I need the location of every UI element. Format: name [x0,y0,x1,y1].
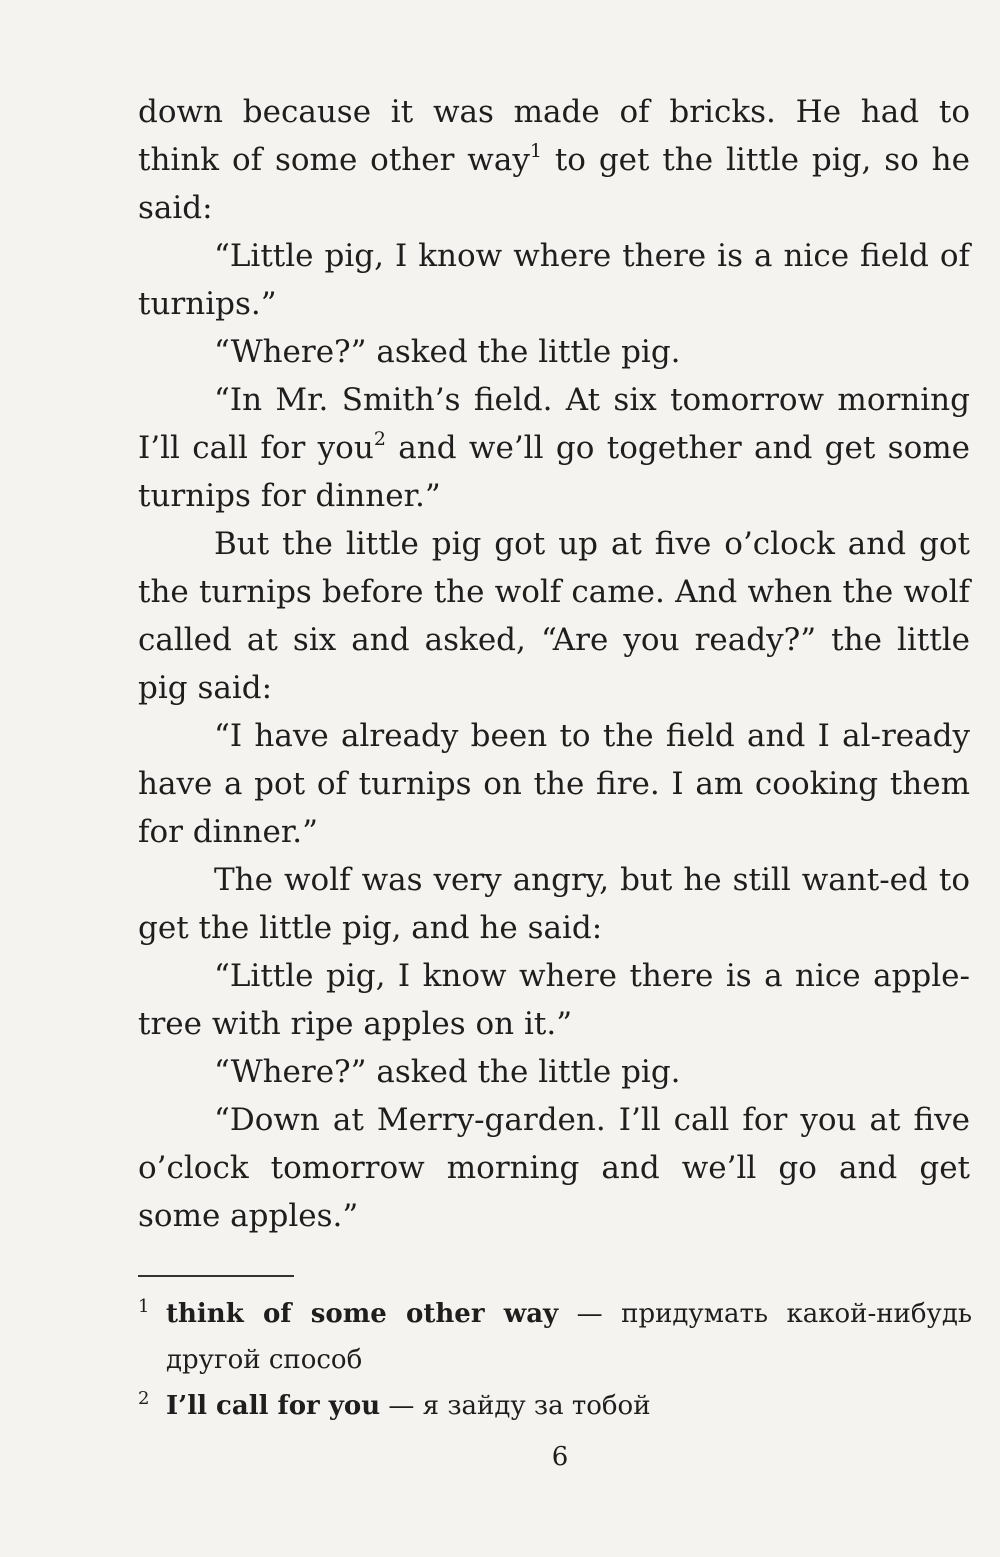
paragraph-text: “Where?” asked the little pig. [214,1054,681,1090]
footnote-divider [138,1275,294,1277]
footnotes [138,1275,972,1429]
paragraph [138,1048,970,1096]
footnote-dash: — [558,1299,622,1329]
footnote-dash: — [380,1391,423,1421]
paragraph [138,232,970,328]
body-text [138,88,970,1240]
page-number: 6 [551,1442,569,1472]
paragraph-text: “Down at Merry-garden. I’ll call for you at five o’clock tomorrow morning and we’ll go and get some apples.” [138,1102,970,1234]
footnote-term: I’ll call for you [166,1391,381,1421]
paragraph-text: The wolf was very angry, but he still want-ed to get the little pig, and he said: [138,862,970,946]
paragraph [138,712,970,856]
paragraph [138,856,970,952]
paragraph [138,88,970,232]
footnote-list [138,1291,972,1429]
paragraph-text: But the little pig got up at five o’clock and got the turnips before the wolf came. And when the wolf called at six and asked, “Are you ready?” the little pig said: [138,526,970,706]
footnote-translation: придумать какой-нибудь другой способ [166,1299,972,1375]
footnote-term: think of some other way [166,1299,559,1329]
footnote-ref: 2 [373,428,386,450]
paragraph-text: “I have already been to the field and I al-ready have a pot of turnips on the fire. I am cooking them for dinner.” [138,718,970,850]
footnote: $^1$ think of some other way — придумать какой-нибудь другой способ [138,1296,972,1375]
footnote-translation: я зайду за тобой [422,1391,651,1421]
footnote-ref: 1 [529,140,542,162]
paragraph-text: “Little pig, I know where there is a nice field of turnips.” [138,238,970,322]
paragraph [138,376,970,520]
paragraph [138,520,970,712]
paragraph-text: “Little pig, I know where there is a nice apple-tree with ripe apples on it.” [138,958,970,1042]
paragraph-text: “In Mr. Smith’s field. At six tomorrow morning I’ll call for you [138,382,970,466]
paragraph-text: to get the little pig, so he said: [138,142,970,226]
paragraph [138,1096,970,1240]
paragraph [138,952,970,1048]
paragraph [138,328,970,376]
paragraph-text: and we’ll go together and get some turnips for dinner.” [138,430,970,514]
paragraph-text: “Where?” asked the little pig. [214,334,681,370]
paragraph-text: down because it was made of bricks. He had to think of some other way [138,94,970,178]
footnote: $^2$ I’ll call for you — я зайду за тобой [138,1388,651,1421]
